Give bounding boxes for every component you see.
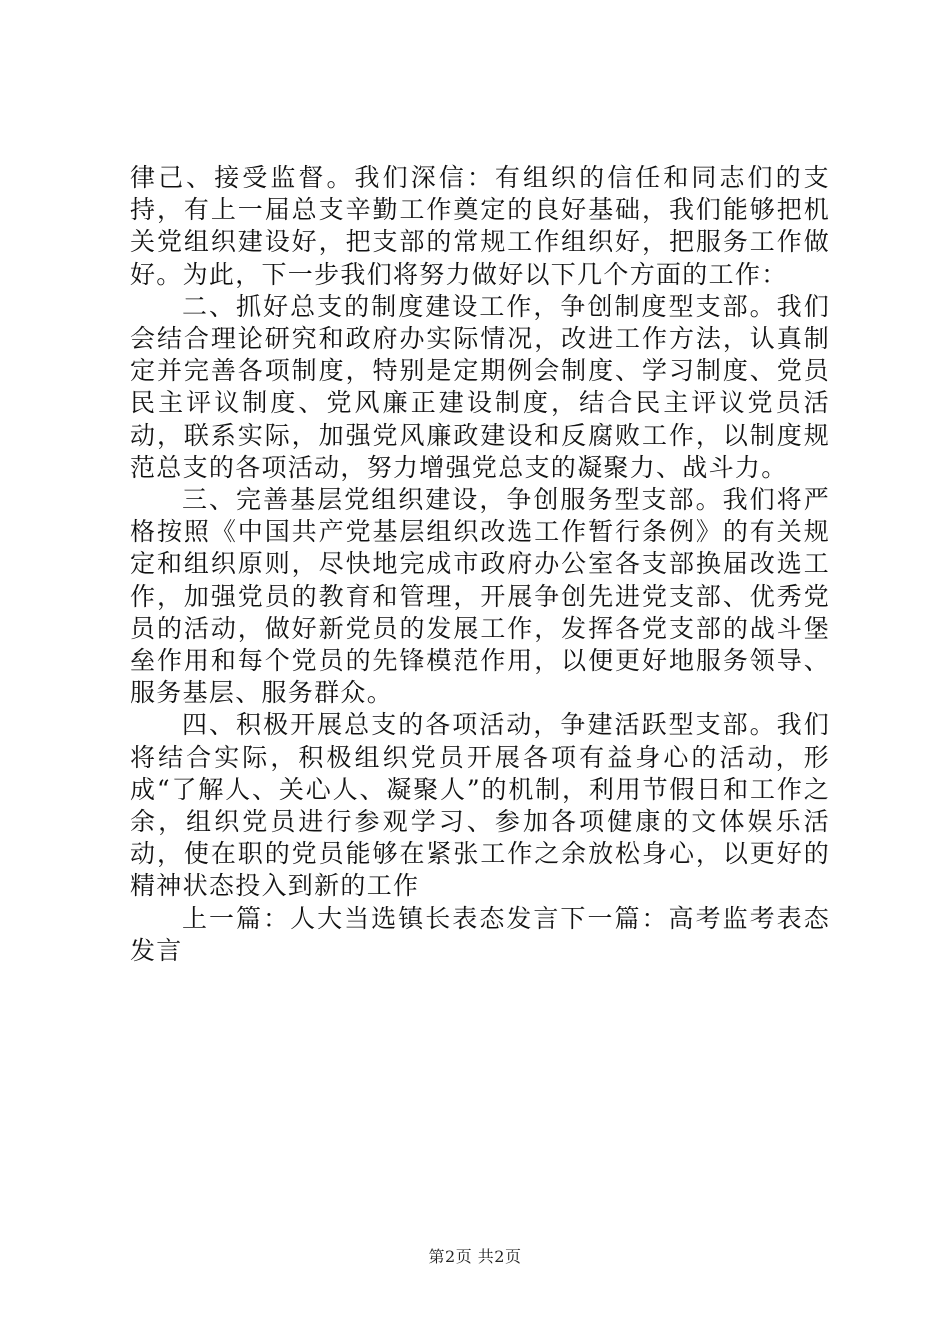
paragraph-branch-activities: 四、积极开展总支的各项活动，争建活跃型支部。我们将结合实际，积极组织党员开展各项有益身心的活动，形成“了解人、关心人、凝聚人”的机制，利用节假日和工作之余，组织党员进行参观学习、参加各项健康的文体娱乐活动，使在职的党员能够在紧张工作之余放松身心，以更好的精神状态投入到新的工作 [130, 710, 830, 901]
paragraph-grassroots-organization: 三、完善基层党组织建设，争创服务型支部。我们将严格按照《中国共产党基层组织改选工作暂行条例》的有关规定和组织原则，尽快地完成市政府办公室各支部换届改选工作，加强党员的教育和管理，开展争创先进党支部、优秀党员的活动，做好新党员的发展工作，发挥各党支部的战斗堡垒作用和每个党员的先锋模范作用，以便更好地服务领导、服务基层、服务群众。 [130, 485, 830, 708]
prev-next-navigation: 上一篇：人大当选镇长表态发言下一篇：高考监考表态发言 [130, 903, 830, 965]
paragraph-intro: 律己、接受监督。我们深信：有组织的信任和同志们的支持，有上一届总支辛勤工作奠定的良好基础，我们能够把机关党组织建设好，把支部的常规工作组织好，把服务工作做好。为此，下一步我们将努力做好以下几个方面的工作： [130, 163, 830, 289]
page-number-footer: 第2页 共2页 [428, 1247, 522, 1266]
paragraph-institution-building: 二、抓好总支的制度建设工作，争创制度型支部。我们会结合理论研究和政府办实际情况，改进工作方法，认真制定并完善各项制度，特别是定期例会制度、学习制度、党员民主评议制度、党风廉正建设制度，结合民主评议党员活动，联系实际，加强党风廉政建设和反腐败工作，以制度规范总支的各项活动，努力增强党总支的凝聚力、战斗力。 [130, 291, 830, 482]
document-body [130, 162, 830, 967]
